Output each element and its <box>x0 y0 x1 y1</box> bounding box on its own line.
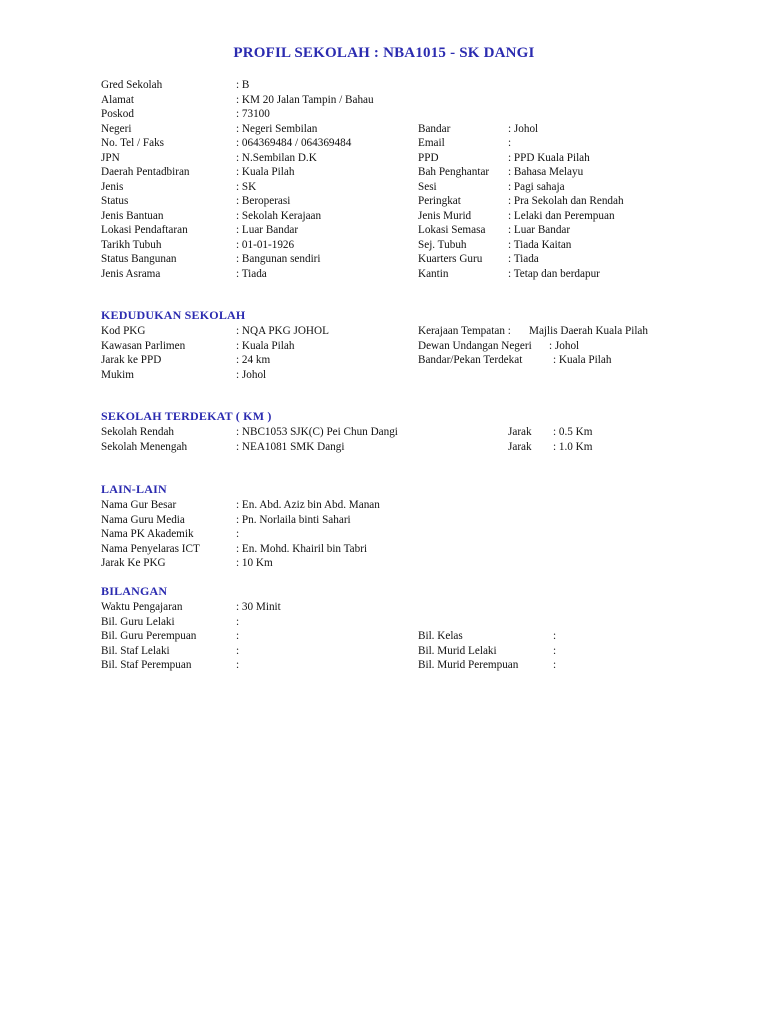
field-label: Bil. Kelas <box>418 630 463 642</box>
section-heading: LAIN-LAIN <box>101 482 167 496</box>
field-value: : 01-01-1926 <box>236 238 295 251</box>
field-label: Nama Gur Besar <box>101 499 177 511</box>
field-value: : N.Sembilan D.K <box>236 151 317 164</box>
profile-row <box>0 78 768 92</box>
field-value: : SK <box>236 180 257 193</box>
field-value: : Pagi sahaja <box>508 180 565 193</box>
field-value: : Pra Sekolah dan Rendah <box>508 195 624 207</box>
field-label: Kerajaan Tempatan : <box>418 325 511 337</box>
field-label: Email <box>418 137 445 149</box>
field-label: Dewan Undangan Negeri <box>418 339 532 352</box>
field-value: : NEA1081 SMK Dangi <box>236 440 345 453</box>
field-label: Bil. Murid Perempuan <box>418 659 519 671</box>
field-value: : PPD Kuala Pilah <box>508 151 590 164</box>
field-value: : Tiada <box>508 253 539 265</box>
field-label: Nama PK Akademik <box>101 528 194 540</box>
section-heading: SEKOLAH TERDEKAT ( KM ) <box>101 409 272 423</box>
field-value: : Luar Bandar <box>508 224 571 236</box>
field-value: : Johol <box>549 339 580 352</box>
field-value: : NBC1053 SJK(C) Pei Chun Dangi <box>236 426 398 438</box>
profile-row <box>0 136 768 150</box>
field-label: Daerah Pentadbiran <box>101 166 190 178</box>
field-value: : <box>236 630 240 642</box>
section-heading: KEDUDUKAN SEKOLAH <box>101 308 246 322</box>
field-label: Kantin <box>418 267 449 280</box>
profile-row <box>0 209 768 223</box>
field-label: Status <box>101 195 129 207</box>
field-label: Jenis <box>101 180 124 193</box>
profile-row <box>0 252 768 266</box>
field-label: Kawasan Parlimen <box>101 339 186 352</box>
field-value: : Pn. Norlaila binti Sahari <box>236 513 351 526</box>
profile-row <box>0 93 768 107</box>
field-label: Bil. Guru Lelaki <box>101 615 175 628</box>
field-label: Mukim <box>101 368 134 381</box>
field-value: : 24 km <box>236 354 271 366</box>
kedudukan-row <box>0 368 768 382</box>
field-value: : 0.5 Km <box>553 426 593 438</box>
field-label: Kuarters Guru <box>418 253 483 265</box>
profile-row <box>0 238 768 252</box>
field-value: : <box>236 644 240 657</box>
kedudukan-row <box>0 353 768 367</box>
field-label: Waktu Pengajaran <box>101 601 183 613</box>
field-value: : En. Mohd. Khairil bin Tabri <box>236 542 368 555</box>
profile-row <box>0 107 768 121</box>
field-label: No. Tel / Faks <box>101 137 165 149</box>
field-value: : <box>553 659 557 671</box>
page-title: PROFIL SEKOLAH : NBA1015 - SK DANGI <box>233 45 535 61</box>
kedudukan-row <box>0 324 768 338</box>
field-label: Jarak <box>508 426 532 438</box>
field-value: : Sekolah Kerajaan <box>236 209 322 222</box>
bilangan-row <box>0 600 768 614</box>
field-value: : NQA PKG JOHOL <box>236 325 329 337</box>
field-value: Majlis Daerah Kuala Pilah <box>529 325 648 337</box>
field-label: Bil. Staf Perempuan <box>101 659 192 671</box>
field-label: Jenis Asrama <box>101 267 161 280</box>
field-value: : En. Abd. Aziz bin Abd. Manan <box>236 499 380 511</box>
field-label: Status Bangunan <box>101 253 177 265</box>
field-value: : Kuala Pilah <box>236 339 295 352</box>
field-value: : 10 Km <box>236 557 273 569</box>
bilangan-row <box>0 644 768 658</box>
field-label: Kod PKG <box>101 325 146 337</box>
field-label: Sesi <box>418 180 437 193</box>
lain-row <box>0 498 768 512</box>
profile-row <box>0 151 768 165</box>
field-label: Nama Guru Media <box>101 513 185 526</box>
field-label: Jarak Ke PKG <box>101 557 166 569</box>
field-label: Bah Penghantar <box>418 166 490 178</box>
bilangan-row <box>0 658 768 672</box>
field-value: : KM 20 Jalan Tampin / Bahau <box>236 93 374 106</box>
field-value: : <box>236 659 240 671</box>
terdekat-row <box>0 440 768 454</box>
field-value: : 064369484 / 064369484 <box>236 137 352 149</box>
bilangan-row <box>0 629 768 643</box>
field-value: : Beroperasi <box>236 195 291 207</box>
lain-row <box>0 556 768 570</box>
field-value: : Bangunan sendiri <box>236 253 321 265</box>
profile-row <box>0 267 768 281</box>
profile-row <box>0 223 768 237</box>
field-value: : <box>236 528 240 540</box>
profile-row <box>0 180 768 194</box>
field-label: Lokasi Semasa <box>418 224 486 236</box>
field-label: Sekolah Menengah <box>101 440 188 453</box>
lain-row <box>0 527 768 541</box>
bilangan-row <box>0 615 768 629</box>
field-label: Lokasi Pendaftaran <box>101 224 188 236</box>
field-value: : Negeri Sembilan <box>236 122 318 135</box>
field-value: : B <box>236 79 250 91</box>
field-label: Nama Penyelaras ICT <box>101 542 200 555</box>
field-label: Negeri <box>101 122 132 135</box>
field-label: Sekolah Rendah <box>101 426 175 438</box>
field-value: : Tiada Kaitan <box>508 238 572 251</box>
lain-row <box>0 513 768 527</box>
field-label: Tarikh Tubuh <box>101 238 162 251</box>
field-label: Jenis Bantuan <box>101 209 164 222</box>
profile-row <box>0 194 768 208</box>
field-value: : <box>508 137 512 149</box>
field-label: Peringkat <box>418 195 461 207</box>
field-label: Bandar <box>418 122 451 135</box>
field-value: : <box>553 644 557 657</box>
field-label: Bil. Staf Lelaki <box>101 644 170 657</box>
field-value: : 1.0 Km <box>553 440 593 453</box>
profile-row <box>0 165 768 179</box>
field-value: : 73100 <box>236 108 270 120</box>
terdekat-row <box>0 425 768 439</box>
kedudukan-row <box>0 339 768 353</box>
field-value: : Johol <box>236 368 267 381</box>
profile-row <box>0 122 768 136</box>
field-label: Jarak ke PPD <box>101 354 162 366</box>
field-label: Jenis Murid <box>418 209 472 222</box>
field-value: : Bahasa Melayu <box>508 166 584 178</box>
field-value: : Kuala Pilah <box>553 354 612 366</box>
lain-row <box>0 542 768 556</box>
field-label: Bil. Murid Lelaki <box>418 644 497 657</box>
section-heading: BILANGAN <box>101 584 168 598</box>
field-value: : 30 Minit <box>236 601 281 613</box>
field-label: Gred Sekolah <box>101 79 163 91</box>
field-value: : Luar Bandar <box>236 224 299 236</box>
field-value: : Lelaki dan Perempuan <box>508 209 615 222</box>
field-value: : Tiada <box>236 267 267 280</box>
field-value: : Tetap dan berdapur <box>508 267 600 280</box>
field-label: Alamat <box>101 93 134 106</box>
field-label: Bandar/Pekan Terdekat <box>418 354 523 366</box>
field-value: : <box>553 630 557 642</box>
field-value: : Johol <box>508 122 539 135</box>
field-label: PPD <box>418 151 439 164</box>
field-label: Jarak <box>508 440 532 453</box>
field-label: Bil. Guru Perempuan <box>101 630 197 642</box>
field-label: JPN <box>101 151 120 164</box>
field-label: Sej. Tubuh <box>418 238 467 251</box>
field-value: : <box>236 615 240 628</box>
field-label: Poskod <box>101 108 134 120</box>
field-value: : Kuala Pilah <box>236 166 295 178</box>
